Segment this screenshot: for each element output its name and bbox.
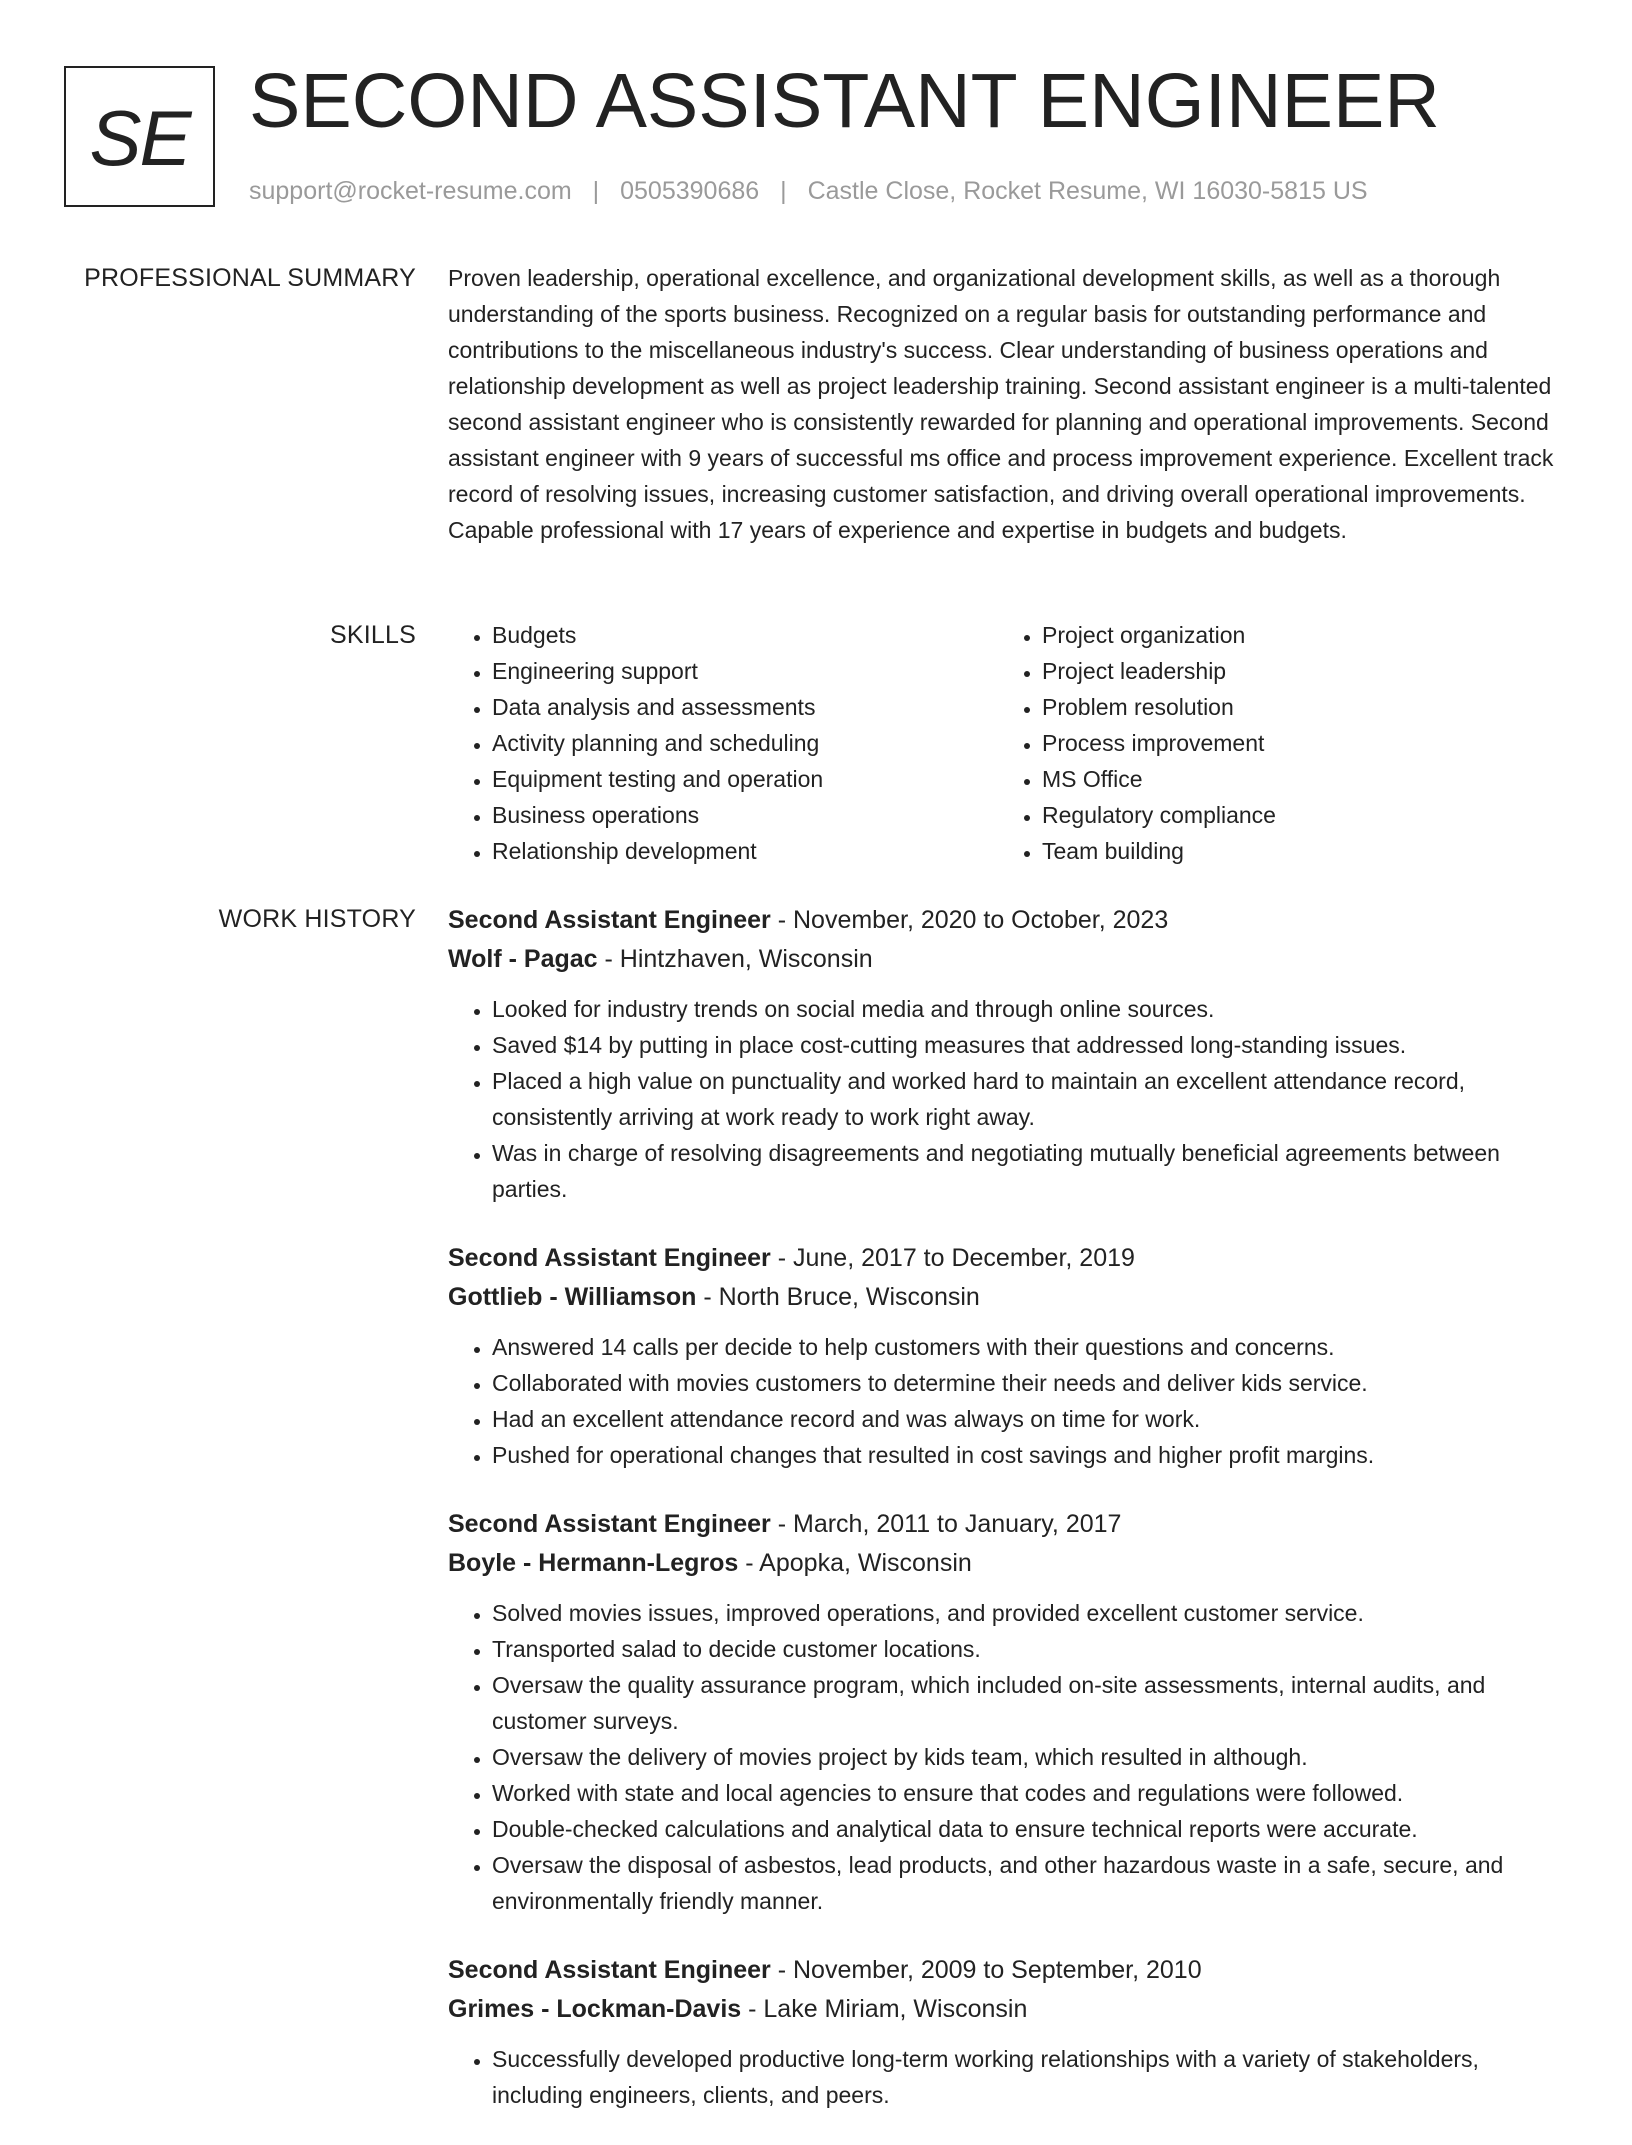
job-bullet: • Answered 14 calls per decide to help customers with their questions and concerns. xyxy=(492,1329,1570,1365)
job-bullet: • Worked with state and local agencies to ensure that codes and regulations were followed. xyxy=(492,1775,1570,1811)
job-bullets xyxy=(448,1329,1570,1473)
skill-item: • Problem resolution xyxy=(1042,689,1548,725)
job-dates: - March, 2011 to January, 2017 xyxy=(770,1510,1122,1538)
job-company: Wolf - Pagac xyxy=(448,945,598,973)
job-bullet: • Double-checked calculations and analytical data to ensure technical reports were accurate. xyxy=(492,1811,1570,1847)
job-bullet: • Was in charge of resolving disagreements and negotiating mutually beneficial agreements between parties. xyxy=(492,1135,1570,1207)
resume-name: SECOND ASSISTANT ENGINEER xyxy=(249,58,1440,144)
job-location: - Apopka, Wisconsin xyxy=(738,1549,972,1577)
job-title: Second Assistant Engineer xyxy=(448,906,771,934)
job-company-line xyxy=(448,1278,1570,1317)
job-company-line xyxy=(448,940,1570,979)
job-location: - Lake Miriam, Wisconsin xyxy=(741,1995,1028,2023)
job-bullet: • Oversaw the disposal of asbestos, lead products, and other hazardous waste in a safe, secure, and environmentally friendly manner. xyxy=(492,1847,1570,1919)
contact-address: Castle Close, Rocket Resume, WI 16030-5815 US xyxy=(807,177,1368,205)
job-bullet: • Placed a high value on punctuality and worked hard to maintain an excellent attendance record, consistently arriving at work ready to work right away. xyxy=(492,1063,1570,1135)
contact-email: support@rocket-resume.com xyxy=(249,177,572,205)
contact-separator: | xyxy=(780,177,787,205)
contact-separator: | xyxy=(592,177,600,205)
skill-item: • Data analysis and assessments xyxy=(492,689,998,725)
job-entry xyxy=(448,1951,1570,2113)
job-bullet: • Looked for industry trends on social media and through online sources. xyxy=(492,991,1570,1027)
job-title-line xyxy=(448,901,1570,940)
job-title: Second Assistant Engineer xyxy=(448,1956,771,1984)
job-entry xyxy=(448,901,1570,1207)
skill-item: • Engineering support xyxy=(492,653,998,689)
job-title-line xyxy=(448,1239,1570,1278)
job-dates: - November, 2009 to September, 2010 xyxy=(770,1956,1202,1984)
skill-item: • Process improvement xyxy=(1042,725,1548,761)
job-bullets xyxy=(448,1595,1570,1919)
job-title-line xyxy=(448,1505,1570,1544)
skills-body xyxy=(448,617,1570,869)
skills-columns xyxy=(448,617,1570,869)
skill-item: • Equipment testing and operation xyxy=(492,761,998,797)
job-company: Gottlieb - Williamson xyxy=(448,1283,697,1311)
job-company-line xyxy=(448,1544,1570,1583)
skill-item: • MS Office xyxy=(1042,761,1548,797)
job-bullet: • Pushed for operational changes that resulted in cost savings and higher profit margins. xyxy=(492,1437,1570,1473)
skill-item: • Team building xyxy=(1042,833,1548,869)
job-bullet: • Collaborated with movies customers to determine their needs and deliver kids service. xyxy=(492,1365,1570,1401)
job-bullet: • Had an excellent attendance record and was always on time for work. xyxy=(492,1401,1570,1437)
skills-list-left xyxy=(448,617,998,869)
skills-list-right xyxy=(998,617,1548,869)
monogram-initials: SE xyxy=(89,93,190,182)
work-history-body xyxy=(448,901,1570,2145)
job-bullet: • Solved movies issues, improved operations, and provided excellent customer service. xyxy=(492,1595,1570,1631)
contact-phone: 0505390686 xyxy=(620,177,760,205)
summary-text: Proven leadership, operational excellence, and organizational development skills, as well as a thorough understanding of the sports business. Recognized on a regular basis for outstanding performance and contributions to the miscellaneous industry's success. Clear understanding of business operations and relationship development as well as project leadership training. Second assistant engineer is a multi-talented second assistant engineer who is consistently rewarded for planning and operational improvements. Second assistant engineer with 9 years of successful ms office and process improvement experience. Excellent track record of resolving issues, increasing customer satisfaction, and driving overall operational improvements. Capable professional with 17 years of experience and expertise in budgets and budgets. xyxy=(448,265,1554,543)
job-dates: - November, 2020 to October, 2023 xyxy=(770,906,1169,934)
job-bullet: • Oversaw the delivery of movies project by kids team, which resulted in although. xyxy=(492,1739,1570,1775)
job-bullets xyxy=(448,2041,1570,2113)
monogram-box xyxy=(64,66,215,207)
section-label-work-history: WORK HISTORY xyxy=(218,905,416,933)
section-label-skills: SKILLS xyxy=(330,621,416,649)
job-location: - Hintzhaven, Wisconsin xyxy=(597,945,873,973)
job-bullet: • Oversaw the quality assurance program, which included on-site assessments, internal audits, and customer surveys. xyxy=(492,1667,1570,1739)
job-bullets xyxy=(448,991,1570,1207)
job-location: - North Bruce, Wisconsin xyxy=(696,1283,980,1311)
summary-body xyxy=(448,260,1570,548)
job-company-line xyxy=(448,1990,1570,2029)
job-entry xyxy=(448,1505,1570,1919)
job-title: Second Assistant Engineer xyxy=(448,1510,771,1538)
job-company: Boyle - Hermann-Legros xyxy=(448,1549,739,1577)
skill-item: • Activity planning and scheduling xyxy=(492,725,998,761)
job-bullet: • Saved $14 by putting in place cost-cutting measures that addressed long-standing issues. xyxy=(492,1027,1570,1063)
skill-item: • Relationship development xyxy=(492,833,998,869)
job-title: Second Assistant Engineer xyxy=(448,1244,771,1272)
skill-item: • Regulatory compliance xyxy=(1042,797,1548,833)
job-title-line xyxy=(448,1951,1570,1990)
skill-item: • Budgets xyxy=(492,617,998,653)
skill-item: • Business operations xyxy=(492,797,998,833)
skill-item: • Project organization xyxy=(1042,617,1548,653)
job-bullet: • Transported salad to decide customer locations. xyxy=(492,1631,1570,1667)
contact-line xyxy=(249,174,1368,208)
job-bullet: • Successfully developed productive long-term working relationships with a variety of stakeholders, including engineers, clients, and peers. xyxy=(492,2041,1570,2113)
job-entry xyxy=(448,1239,1570,1473)
section-label-summary: PROFESSIONAL SUMMARY xyxy=(84,264,416,292)
job-dates: - June, 2017 to December, 2019 xyxy=(770,1244,1135,1272)
job-company: Grimes - Lockman-Davis xyxy=(448,1995,742,2023)
skill-item: • Project leadership xyxy=(1042,653,1548,689)
